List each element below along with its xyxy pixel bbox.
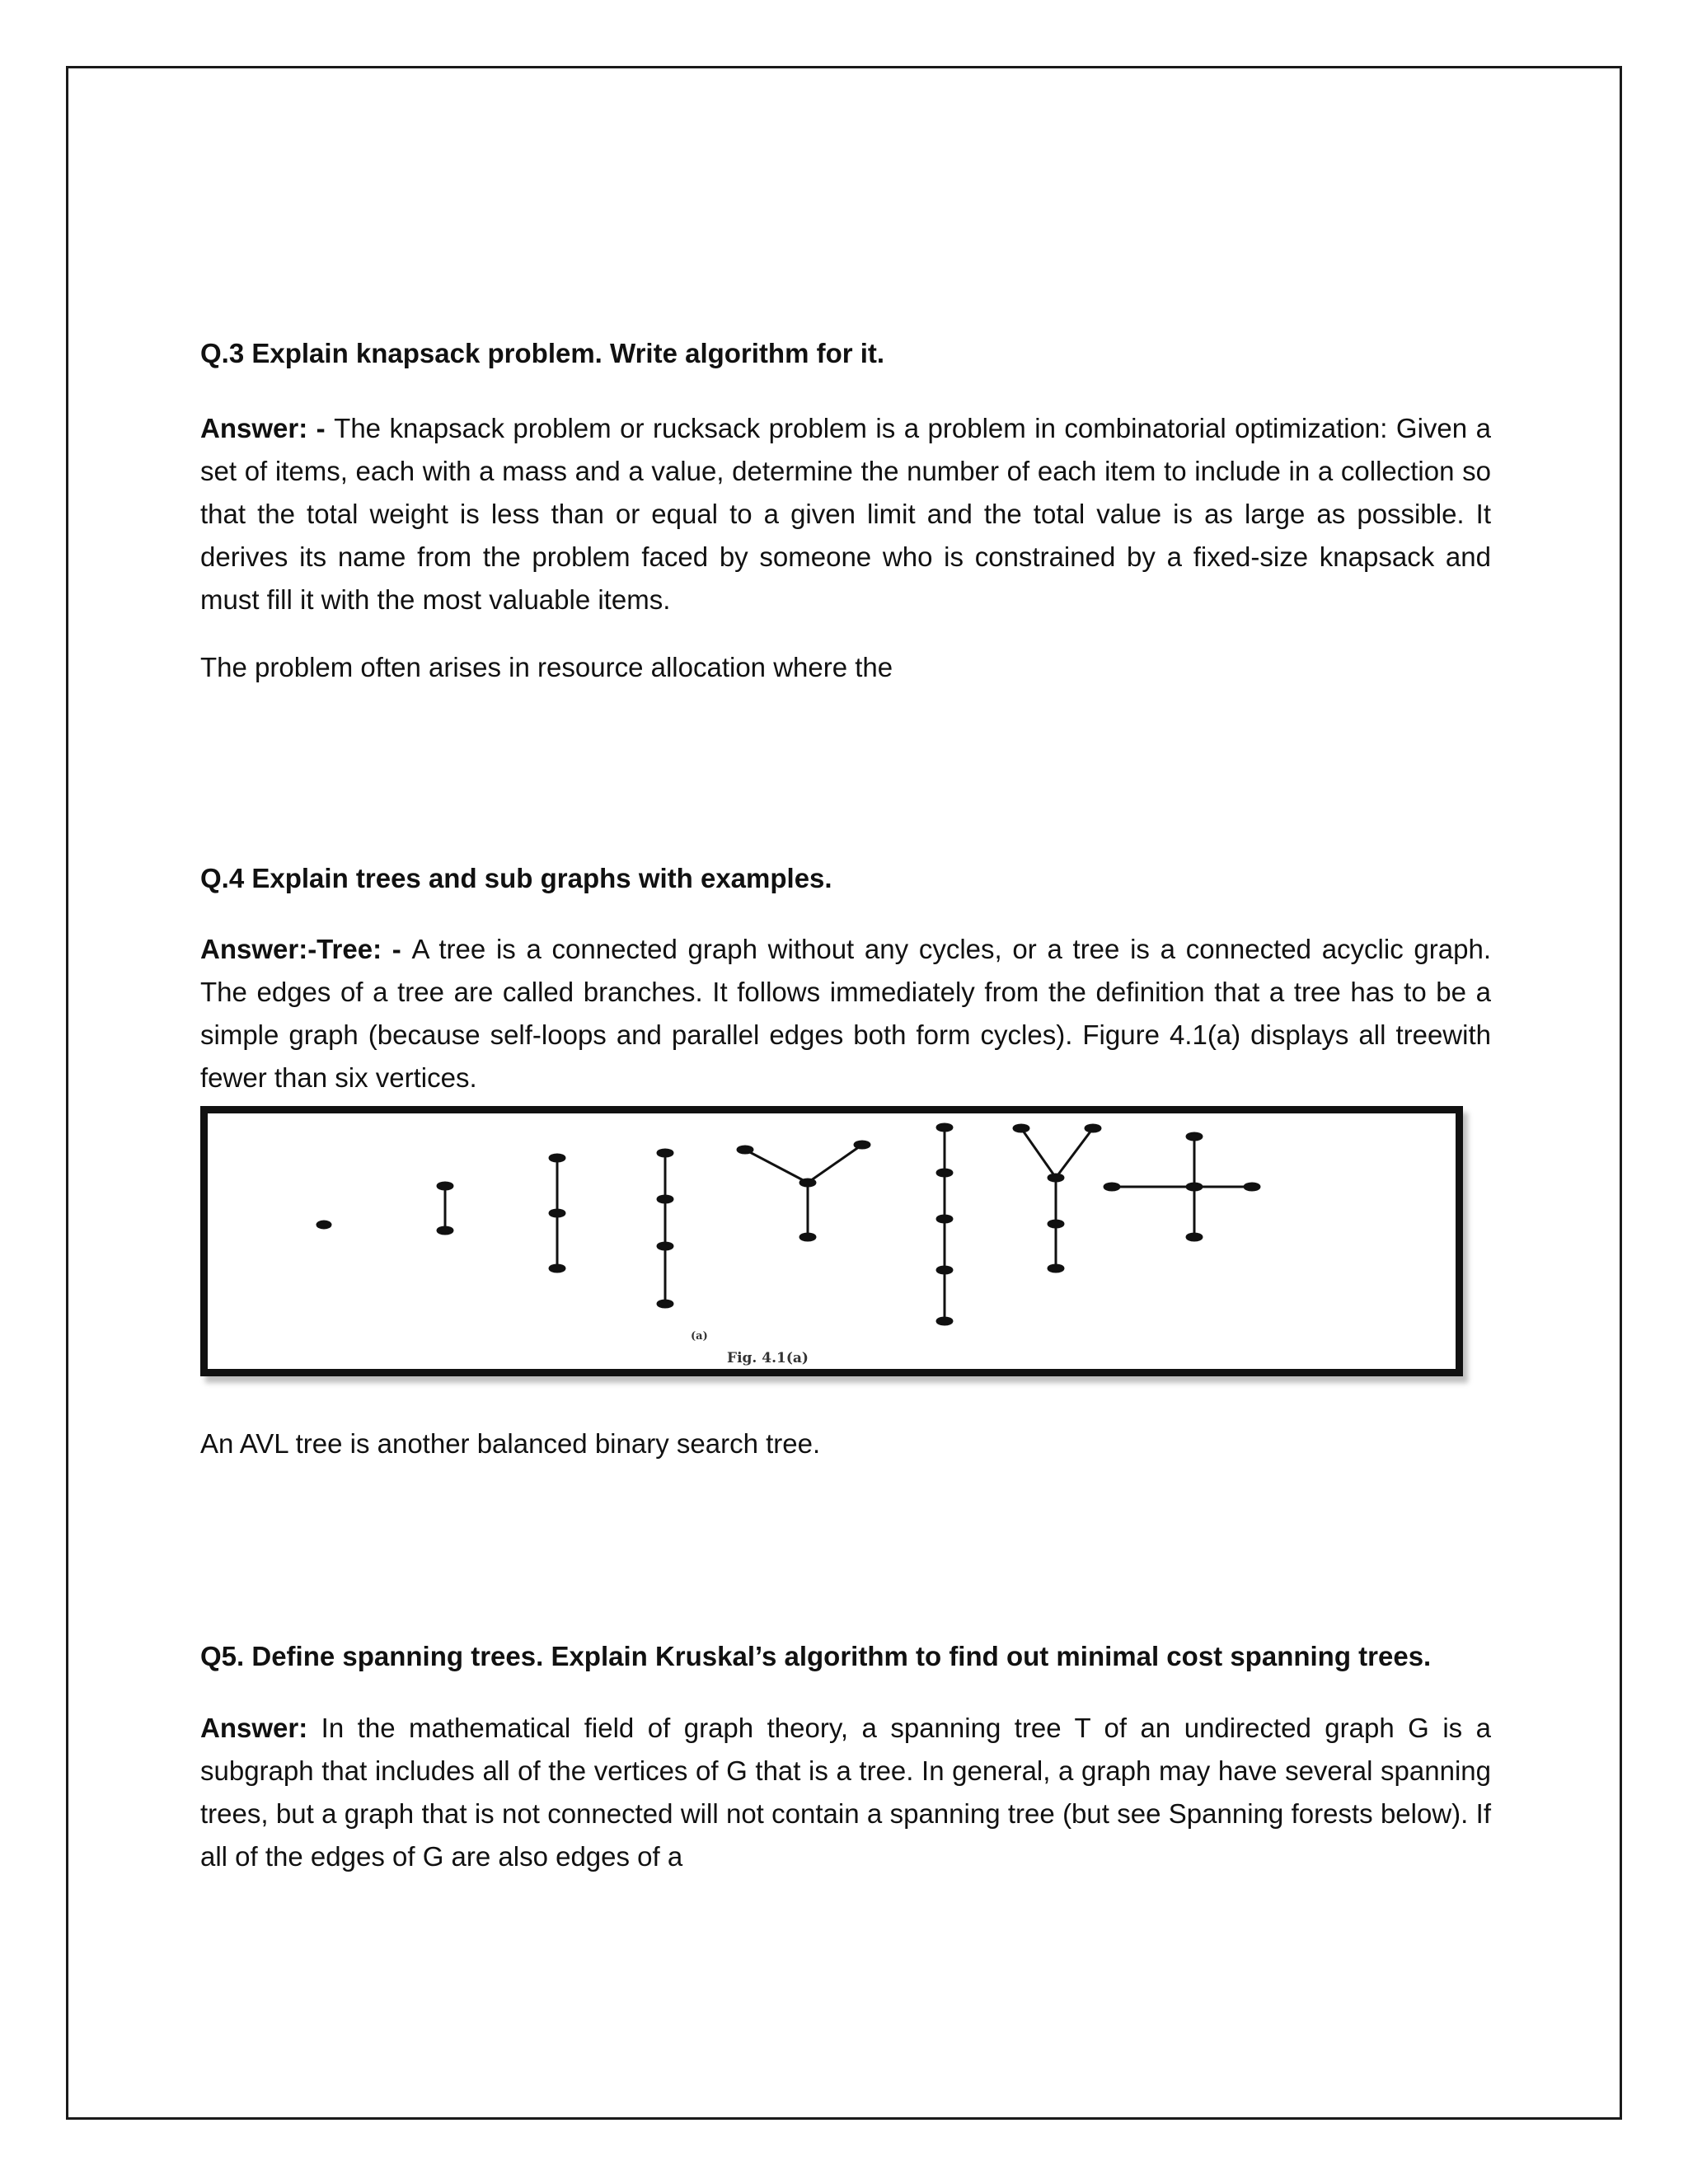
q5-section <box>200 1639 1491 1674</box>
tree-4-star <box>738 1141 870 1240</box>
q4-after <box>200 1422 1491 1465</box>
tree-5-y-shape <box>1014 1125 1100 1272</box>
q4-after-text: An AVL tree is another balanced binary search tree. <box>200 1428 821 1459</box>
q3-answer-lead: Answer: - <box>200 413 335 443</box>
q5-question: Q5. Define spanning trees. Explain Kruskal’s algorithm to find out minimal cost spanning trees. <box>200 1641 1432 1671</box>
tree-2-vertices <box>438 1183 452 1234</box>
q3-answer-text: The knapsack problem or rucksack problem is a problem in combinatorial optimization: Given a set of items, each with a mass and a value, determine the number of each item to include in a collection so that the total weight is less than or equal to a given limit and the total value is as large as possible. It derives its name from the problem faced by someone who is constrained by a fixed-size knapsack and must fill it with the most valuable items. <box>200 413 1491 615</box>
q3-answer-paragraph <box>200 407 1491 621</box>
q4-answer-lead: Answer:-Tree: - <box>200 934 412 964</box>
q3-section <box>200 336 1491 371</box>
tree-3-vertices <box>550 1155 565 1272</box>
q3-answer <box>200 407 1491 621</box>
q4-answer-paragraph <box>200 928 1491 1099</box>
q5-answer-text: In the mathematical field of graph theory, a spanning tree T of an undirected graph G is a subgraph that includes all of the vertices of G that is a tree. In general, a graph may have several spanning trees, but a graph that is not connected will not contain a spanning tree (but see Spanning forests below). If all of the edges of G are also edges of a <box>200 1713 1491 1872</box>
q4-answer-text: A tree is a connected graph without any cycles, or a tree is a connected acyclic graph. The edges of a tree are called branches. It follows immediately from the definition that a tree has to be a simple graph (because self-loops and parallel edges both form cycles). Figure 4.1(a) displays all treewith fewer than six vertices. <box>200 934 1491 1093</box>
figure-sublabel: (a) <box>691 1330 708 1343</box>
tree-5-path <box>937 1124 952 1324</box>
figure-caption: Fig. 4.1(a) <box>727 1350 809 1366</box>
tree-5-star <box>1104 1133 1259 1240</box>
tree-figure-drawing <box>208 1113 1456 1369</box>
q4-question: Q.4 Explain trees and sub graphs with examples. <box>200 863 832 893</box>
q3-question: Q.3 Explain knapsack problem. Write algorithm for it. <box>200 338 885 368</box>
q3-extra-text: The problem often arises in resource allocation where the <box>200 652 893 682</box>
tree-4-path <box>658 1150 673 1307</box>
q5-answer-lead: Answer: <box>200 1713 321 1743</box>
tree-figure <box>200 1106 1463 1376</box>
q3-extra <box>200 646 1491 689</box>
q4-section <box>200 861 1491 896</box>
q4-answer <box>200 928 1491 1099</box>
tree-1-vertex <box>317 1221 331 1228</box>
q5-answer-paragraph <box>200 1707 1491 1878</box>
q5-answer <box>200 1707 1491 1878</box>
